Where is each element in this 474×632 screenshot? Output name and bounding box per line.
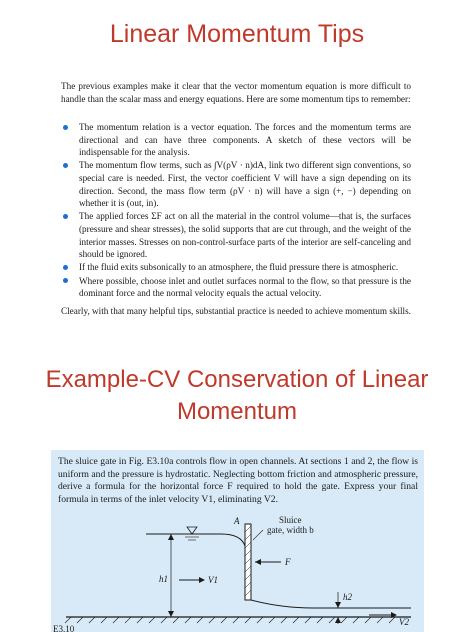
gate-caption-line1: Sluice [279, 515, 302, 525]
tips-list [61, 121, 411, 300]
tip-text: The momentum relation is a vector equation. The forces and the momentum terms are directional and can have three components. A sketch of these vectors will be indispensable for the analysis. [79, 122, 411, 158]
gate-caption-line2: gate, width b [267, 525, 314, 535]
bullet-icon [63, 125, 68, 130]
slide-title-linear-momentum-tips: Linear Momentum Tips [109, 20, 365, 48]
tip-text: Where possible, choose inlet and outlet surfaces normal to the flow, so that pressure is the dominant force and the normal velocity equals the actual velocity. [79, 275, 411, 299]
tip-text: The applied forces ΣF act on all the material in the control volume—that is, the surfaces (pressure and shear stresses), the solid supports that are cut through, and the weight of the interior masses. Stresses on non-control-surface parts of the interior are self-canceling and should be ignored. [79, 211, 411, 260]
force-arrow-head [255, 559, 261, 565]
sluice-gate [245, 524, 251, 600]
figure-number-label: E3.10 [53, 624, 75, 632]
water-level-icon [187, 527, 197, 534]
tip-item [61, 275, 411, 300]
h1-label: h1 [159, 574, 168, 584]
bullet-icon [63, 214, 68, 219]
bullet-icon [63, 265, 68, 270]
tip-item [61, 159, 411, 209]
bullet-icon [63, 278, 68, 283]
intro-paragraph: The previous examples make it clear that the vector momentum equation is more difficult to handle than the scalar mass and energy equations. Here are some momentum tips to remember: [61, 81, 411, 104]
problem-statement: The sluice gate in Fig. E3.10a controls flow in open channels. At sections 1 and 2, the flow is uniform and the pressure is hydrostatic. Neglecting bottom friction and atmospheric pressure, derive a formula for the horizontal force F required to hold the gate. Express your final formula in terms of the inlet velocity V1, eliminating V2. [58, 456, 418, 505]
tip-text: The momentum flow terms, such as ∫V(ρV · n)dA, link two different sign conventions, so special care is needed. First, the vector coefficient V will have a sign depending on its direction. Second, the mass flow term (ρV · n) will have a sign (+, −) depending on whether it is (out, in). [79, 160, 411, 209]
v1-label: V1 [208, 575, 218, 585]
tip-text: If the fluid exits subsonically to an atmosphere, the fluid pressure there is atmospheric. [79, 262, 399, 273]
bullet-icon [63, 163, 68, 168]
tip-item [61, 261, 411, 274]
v2-label: V2 [399, 617, 409, 627]
tip-item [61, 210, 411, 260]
downstream-free-surface [251, 600, 411, 608]
slide-title-example-line1: Example-CV Conservation of Linear [45, 366, 429, 393]
closing-paragraph: Clearly, with that many helpful tips, substantial practice is needed to achieve momentum skills. [61, 306, 411, 316]
sluice-gate-figure [51, 512, 424, 632]
v1-arrow-head [199, 577, 205, 583]
slide-title-example-line2: Momentum [176, 398, 298, 425]
tip-item [61, 121, 411, 159]
gate-caption-leader [253, 530, 263, 540]
gate-point-label: A [234, 516, 240, 526]
channel-bottom-hatch [65, 617, 395, 623]
force-label: F [285, 557, 291, 567]
h2-label: h2 [343, 592, 352, 602]
